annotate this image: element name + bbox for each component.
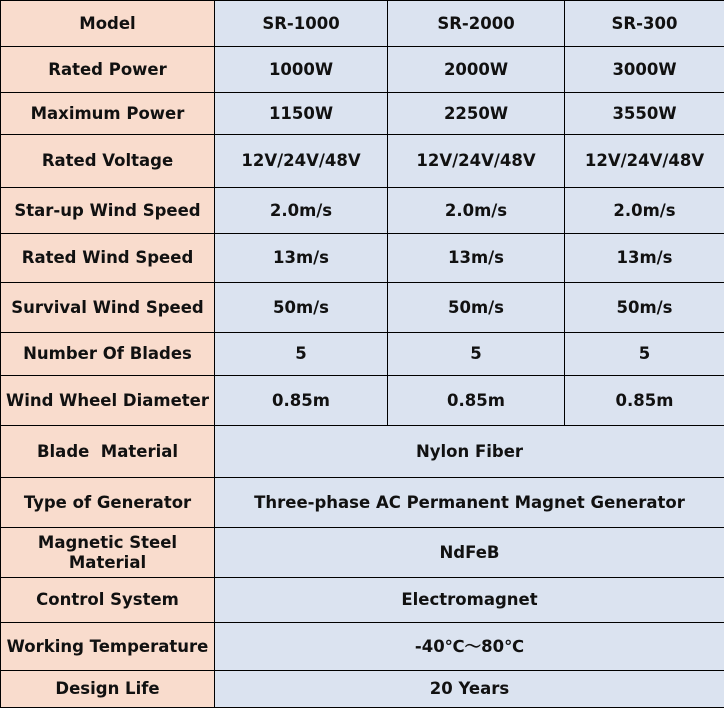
row-value: 0.85m (215, 376, 388, 426)
row-label: Working Temperature (1, 623, 215, 671)
row-value: 12V/24V/48V (565, 135, 724, 188)
row-value: 50m/s (565, 283, 724, 333)
model-sr-300: SR-300 (565, 1, 724, 47)
row-blade-material (1, 426, 724, 478)
row-label: Maximum Power (1, 93, 215, 135)
model-sr-1000: SR-1000 (215, 1, 388, 47)
row-merged-value: 20 Years (215, 671, 724, 708)
row-value: 13m/s (388, 234, 565, 283)
row-rated-voltage (1, 135, 724, 188)
row-merged-value: -40℃～80℃ (215, 623, 724, 671)
row-control-system (1, 578, 724, 623)
row-value: 12V/24V/48V (215, 135, 388, 188)
row-label: Star-up Wind Speed (1, 188, 215, 234)
row-value: 5 (565, 333, 724, 376)
row-value: 0.85m (565, 376, 724, 426)
row-value: 1150W (215, 93, 388, 135)
row-value: 3000W (565, 47, 724, 93)
model-sr-2000: SR-2000 (388, 1, 565, 47)
row-label: Magnetic Steel Material (1, 528, 215, 578)
row-label: Survival Wind Speed (1, 283, 215, 333)
row-working-temperature (1, 623, 724, 671)
row-value: 12V/24V/48V (388, 135, 565, 188)
row-label: Blade Material (1, 426, 215, 478)
row-merged-value: NdFeB (215, 528, 724, 578)
row-value: 2.0m/s (215, 188, 388, 234)
row-value: 3550W (565, 93, 724, 135)
row-survival-wind-speed (1, 283, 724, 333)
row-value: 13m/s (565, 234, 724, 283)
row-design-life (1, 671, 724, 708)
row-number-of-blades (1, 333, 724, 376)
row-maximum-power (1, 93, 724, 135)
row-merged-value: Electromagnet (215, 578, 724, 623)
row-value: 2000W (388, 47, 565, 93)
row-value: 50m/s (215, 283, 388, 333)
row-merged-value: Three-phase AC Permanent Magnet Generator (215, 478, 724, 528)
row-value: 1000W (215, 47, 388, 93)
row-value: 2.0m/s (388, 188, 565, 234)
row-value: 5 (388, 333, 565, 376)
row-value: 5 (215, 333, 388, 376)
row-label: Rated Power (1, 47, 215, 93)
row-rated-power (1, 47, 724, 93)
row-label: Number Of Blades (1, 333, 215, 376)
row-label: Rated Wind Speed (1, 234, 215, 283)
row-value: 2250W (388, 93, 565, 135)
row-label: Wind Wheel Diameter (1, 376, 215, 426)
row-rated-wind-speed (1, 234, 724, 283)
row-label: Design Life (1, 671, 215, 708)
row-value: 13m/s (215, 234, 388, 283)
row-value: 0.85m (388, 376, 565, 426)
row-label: Type of Generator (1, 478, 215, 528)
header-model-label: Model (1, 1, 215, 47)
header-row (1, 1, 724, 47)
row-label: Control System (1, 578, 215, 623)
row-wind-wheel-diameter (1, 376, 724, 426)
row-merged-value: Nylon Fiber (215, 426, 724, 478)
row-startup-wind-speed (1, 188, 724, 234)
row-label: Rated Voltage (1, 135, 215, 188)
row-magnetic-steel-material (1, 528, 724, 578)
row-value: 2.0m/s (565, 188, 724, 234)
row-value: 50m/s (388, 283, 565, 333)
row-type-of-generator (1, 478, 724, 528)
